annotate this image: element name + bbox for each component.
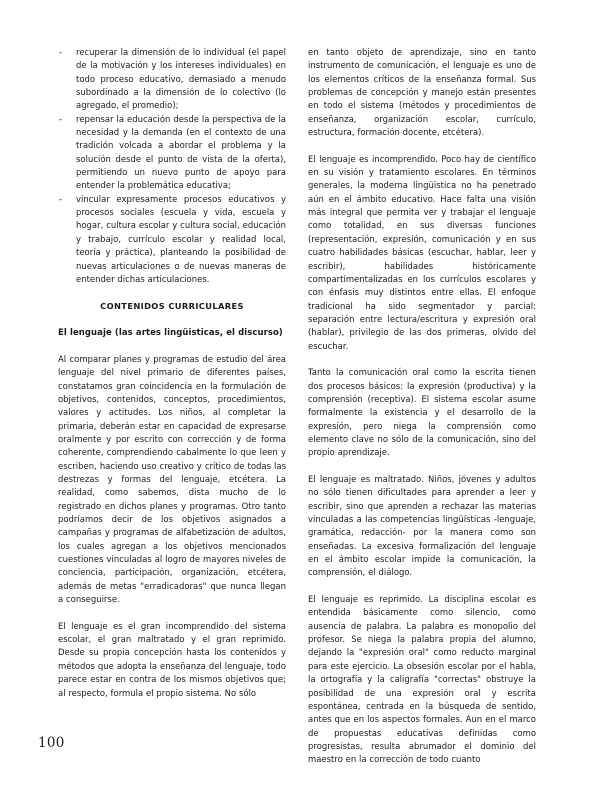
- list-item: [58, 193, 286, 286]
- left-column: [58, 46, 286, 700]
- list-item-text: vincular expresamente procesos educativos y procesos sociales (escuela y vida, escuela y hogar, cultura escolar y cultura social, educación y trabajo, currículo escolar y realidad local, teoría y práctica), planteando la posibilidad de nuevas articulaciones o de nuevas maneras de entender dichas articulaciones.: [76, 193, 286, 284]
- paragraph: El lenguaje es maltratado. Niños, jóvenes y adultos no sólo tienen dificultades para aprender a leer y escribir, sino que aprenden a rechazar las materias vinculadas a las competencias lingüísticas -lenguaje, gramática, redacción- por la manera como son enseñadas. La excesiva formalización del lenguaje en el ámbito escolar impide la comunicación, la comprensión, el diálogo.: [308, 474, 536, 578]
- paragraph: en tanto objeto de aprendizaje, sino en tanto instrumento de comunicación, el lenguaje es uno de los elementos críticos de la enseñanza formal. Sus problemas de concepción y manejo están presentes en todo el sistema (métodos y procedimientos de enseñanza, organización escolar, currículo, estructura, formación docente, etcétera).: [308, 47, 536, 138]
- dash-bullet-icon: -: [59, 47, 63, 57]
- list-item-text: repensar la educación desde la perspectiva de la necesidad y la demanda (en el contexto de una tradición volcada a abordar el problema y la solución desde el punto de vista de la oferta), permitiendo un nuevo punto de apoyo para entender la problemática educativa;: [76, 113, 286, 191]
- dash-bullet-icon: -: [59, 193, 63, 204]
- page-number: 100: [38, 735, 65, 751]
- paragraph: El lenguaje es el gran incomprendido del sistema escolar, el gran maltratado y el gran reprimido. Desde su propia concepción hasta los contenidos y métodos que adopta la enseñanza del lenguaje, todo parece estar en contra de los mismos objetivos que; al respecto, formula el propio sistema. No sólo: [58, 620, 286, 698]
- list-item-text: recuperar la dimensión de lo individual (el papel de la motivación y los intereses individuales) en todo proceso educativo, demasiado a menudo subordinado a la dimensión de lo colectivo (lo agregado, el promedio);: [76, 47, 286, 111]
- sub-heading-el-lenguaje: El lenguaje (las artes lingüisticas, el discurso): [58, 327, 283, 338]
- list-item: [58, 46, 286, 113]
- paragraph: Tanto la comunicación oral como la escrita tienen dos procesos básicos: la expresión (productiva) y la comprensión (receptiva). El sistema escolar asume formalmente la existencia y el desarrollo de la expresión, pero niega la comprensión como elemento clave no sólo de la comunicación, sino del propio aprendizaje.: [308, 367, 536, 458]
- bullet-list: [58, 46, 286, 286]
- list-item: [58, 113, 286, 193]
- paragraph: El lenguaje es incomprendido. Poco hay de científico en su visión y tratamiento escolares. En términos generales, la moderna lingüistica no ha penetrado aún en el ámbito educativo. Hace falta una visión más integral que permita ver y trabajar el lenguaje como totalidad, en sus diversas funciones (representación, expresión, comunicación y en sus cuatro habilidades básicas (escuchar, hablar, leer y escribir), habilidades históricamente compartimentalizadas en los currículos escolares y con énfasis muy distintos entre ellas. El enfoque tradicional ha sido segmentador y parcial: separación entre lectura/escritura y expresión oral (hablar), privilegio de las dos primeras, olvido del escuchar.: [308, 153, 536, 351]
- section-heading-contenidos-curriculares: CONTENIDOS CURRICULARES: [100, 300, 244, 311]
- dash-bullet-icon: -: [59, 113, 63, 124]
- paragraph: Al comparar planes y programas de estudio del área lenguaje del nivel primario de diferentes países, constatamos gran coincidencia en la formulación de objetivos, contenidos, conceptos, procedimientos, valores y actitudes. Los niños, al completar la primaria, deberán estar en capacidad de expresarse oralmente y por escrito con corrección y de forma coherente, comprendiendo cabalmente lo que leen y escriben, haciendo uso creativo y crítico de todas las destrezas y formas del lenguaje, etcétera. La realidad, como sabemos, dista mucho de lo registrado en dichos planes y programas. Otro tanto podríamos decir de los objetivos asignados a campañas y programas de alfabetización de adultos, los cuales agregan a los objetivos mencionados cuestiones vinculadas al logro de mayores niveles de conciencia, participación, organización, etcétera, además de metas "erradicadoras" que nunca llegan a conseguirse.: [58, 353, 286, 605]
- right-column: [308, 46, 536, 767]
- paragraph: El lenguaje es reprimido. La disciplina escolar es entendida básicamente como silencio, como ausencia de palabra. La palabra es monopolio del profesor. Se niega la palabra propia del alumno, dejando la "expresión oral" como reducto marginal para este ejercicio. La obsesión escolar por el habla, la ortografía y la caligrafía "correctas" obstruye la posibilidad de una expresión oral y escrita espontánea, centrada en la búsqueda de sentido, antes que en los aspectos formales. Aun en el marco de propuestas educativas definidas como progresistas, resulta abrumador el dominio del maestro en la corrección de todo cuanto: [308, 594, 536, 765]
- two-column-layout: [58, 46, 545, 767]
